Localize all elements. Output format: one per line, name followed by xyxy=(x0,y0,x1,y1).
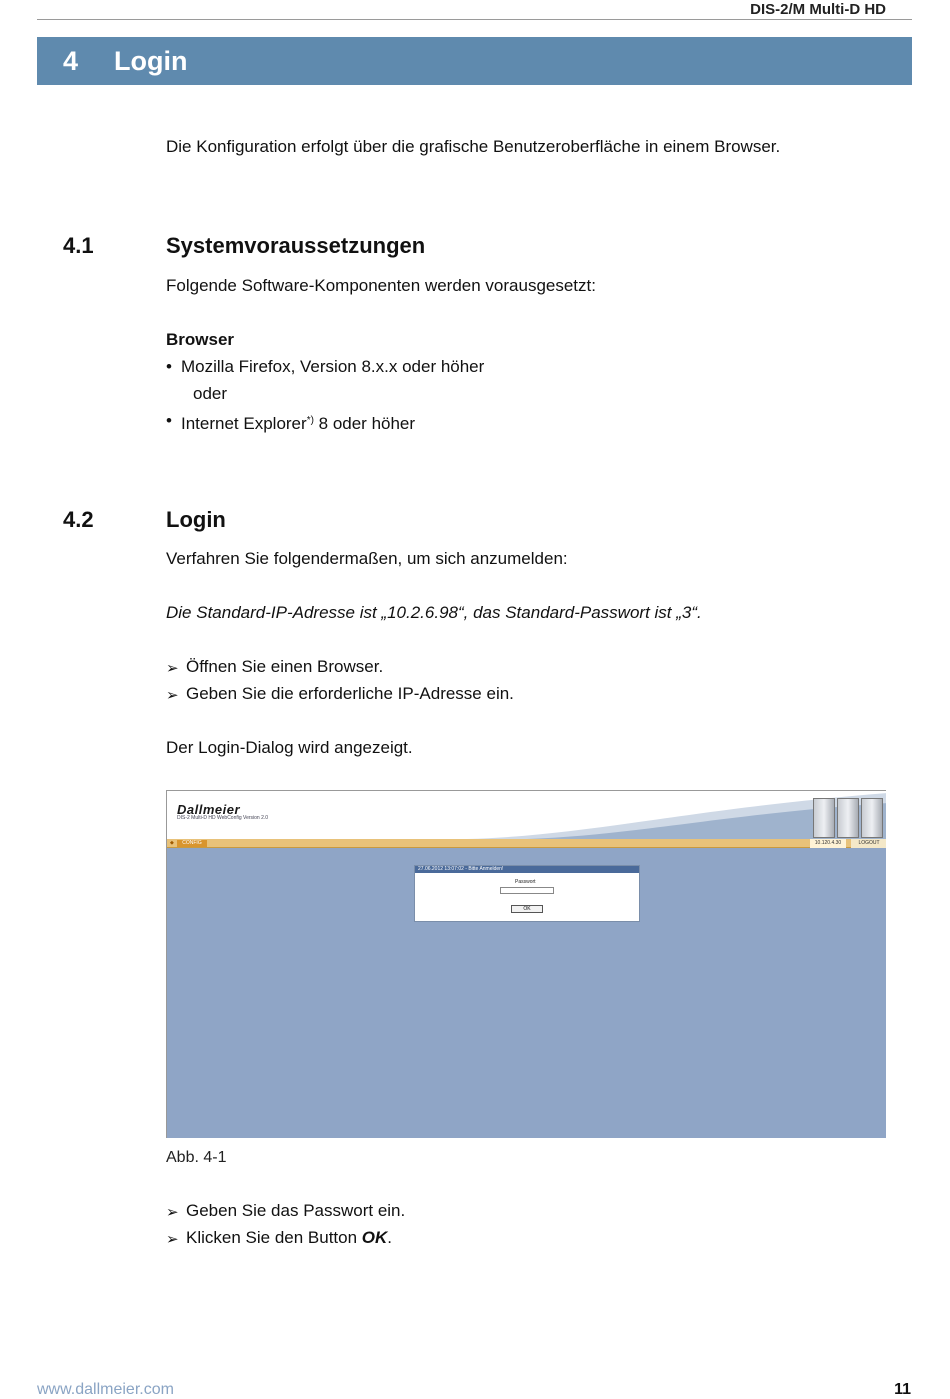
step-enter-ip xyxy=(166,684,514,704)
header-rule xyxy=(37,19,912,20)
section-number-4-1: 4.1 xyxy=(63,233,94,258)
app-toolbar xyxy=(167,839,886,848)
chapter-number: 4 xyxy=(63,46,79,76)
requirement-ie xyxy=(181,411,415,434)
step-open-browser xyxy=(166,657,383,677)
device-image xyxy=(861,798,883,838)
login-lead: Verfahren Sie folgendermaßen, um sich anzumelden: xyxy=(166,549,568,568)
app-header xyxy=(167,791,886,839)
password-label: Passwort xyxy=(515,879,536,885)
requirement-firefox: Mozilla Firefox, Version 8.x.x oder höher xyxy=(181,357,485,376)
bullet-glyph: • xyxy=(166,357,172,376)
section-title-4-2: Login xyxy=(166,507,226,532)
section-lead: Folgende Software-Komponenten werden vorausgesetzt: xyxy=(166,276,596,295)
device-image xyxy=(837,798,859,838)
requirement-ie-version: 8 oder höher xyxy=(313,414,416,433)
login-screenshot xyxy=(166,790,886,1138)
arrow-icon: ➢ xyxy=(166,1231,179,1248)
footer-url[interactable]: www.dallmeier.com xyxy=(37,1381,174,1398)
requirement-or: oder xyxy=(193,384,228,403)
password-field[interactable] xyxy=(500,887,554,894)
section-number-4-2: 4.2 xyxy=(63,507,94,532)
step-text: Öffnen Sie einen Browser. xyxy=(186,657,384,676)
arrow-icon: ➢ xyxy=(166,1204,179,1221)
step-period: . xyxy=(387,1228,393,1247)
chapter-title: Login xyxy=(114,46,188,76)
arrow-icon: ➢ xyxy=(166,687,179,704)
page-number: 11 xyxy=(894,1381,911,1398)
figure-caption: Abb. 4-1 xyxy=(166,1149,227,1166)
app-subtitle: DIS-2 Multi-D HD WebConfig Version 2.0 xyxy=(177,815,269,821)
result-text: Der Login-Dialog wird angezeigt. xyxy=(166,738,413,757)
step-click-ok xyxy=(166,1228,392,1248)
ok-emphasis: OK xyxy=(361,1228,388,1247)
ok-button[interactable]: OK xyxy=(511,905,543,913)
step-text: Geben Sie die erforderliche IP-Adresse ein. xyxy=(186,684,514,703)
tab-config[interactable]: CONFIG xyxy=(177,840,207,847)
step-text: Geben Sie das Passwort ein. xyxy=(186,1201,406,1220)
intro-paragraph: Die Konfiguration erfolgt über die grafische Benutzeroberfläche in einem Browser. xyxy=(166,137,781,156)
login-dialog xyxy=(414,865,640,922)
subheading-browser: Browser xyxy=(166,330,235,349)
chapter-heading xyxy=(37,37,912,85)
requirement-ie-name: Internet Explorer xyxy=(181,414,307,433)
logout-button[interactable]: LOGOUT xyxy=(851,839,886,848)
bullet-glyph: • xyxy=(166,411,172,430)
dallmeier-logo: Dallmeier xyxy=(177,802,241,817)
arrow-icon: ➢ xyxy=(166,660,179,677)
dialog-title: 27.06.2012 13:07:02 - Bitte Anmelden! xyxy=(415,866,639,873)
home-icon[interactable]: ◆ xyxy=(170,840,174,846)
document-title: DIS-2/M Multi-D HD xyxy=(750,1,886,18)
step-text: Klicken Sie den Button xyxy=(186,1228,362,1247)
step-enter-password xyxy=(166,1201,405,1221)
device-image xyxy=(813,798,835,838)
default-credentials-note: Die Standard-IP-Adresse ist „10.2.6.98“, das Standard-Passwort ist „3“. xyxy=(166,603,702,622)
ip-address: 10.120.4.30 xyxy=(810,839,846,848)
section-title-4-1: Systemvoraussetzungen xyxy=(166,233,426,258)
footnote-marker: *) xyxy=(306,415,314,426)
